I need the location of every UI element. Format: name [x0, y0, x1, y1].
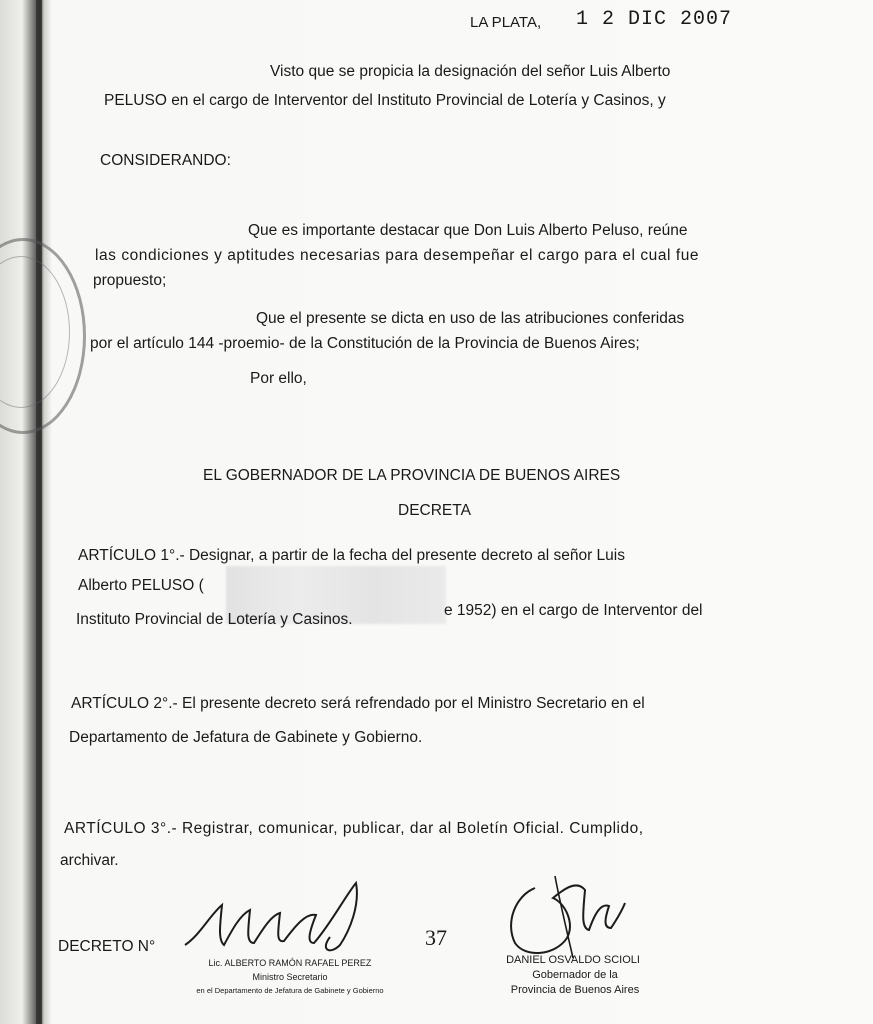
considerando-p2-line-2: por el artículo 144 -proemio- de la Constitución de la Provincia de Buenos Aires;	[90, 335, 640, 352]
considerando-heading: CONSIDERANDO:	[100, 152, 231, 169]
considerando-p1-line-1: Que es importante destacar que Don Luis Alberto Peluso, reúne	[248, 222, 688, 239]
left-signer-title: Ministro Secretario	[252, 972, 328, 982]
decreto-number-label: DECRETO N°	[58, 938, 156, 955]
date-stamp: 1 2 DIC 2007	[576, 8, 733, 31]
por-ello: Por ello,	[250, 370, 307, 387]
article-1-line-2-left: Alberto PELUSO (	[78, 577, 204, 594]
binding-edge	[36, 0, 42, 1024]
right-signer-name: DANIEL OSVALDO SCIOLI	[506, 954, 640, 966]
minister-signature	[180, 875, 380, 960]
article-1-line-3: Instituto Provincial de Lotería y Casinos.	[76, 611, 353, 628]
article-2-line-2: Departamento de Jefatura de Gabinete y Gobierno.	[69, 729, 423, 746]
right-signer-title: Gobernador de la	[532, 969, 618, 981]
left-signer-dept: en el Departamento de Jefatura de Gabinete y Gobierno	[196, 986, 384, 995]
governor-signature	[495, 868, 635, 968]
considerando-p1-line-3: propuesto;	[93, 272, 167, 289]
article-3-line-1: ARTÍCULO 3°.- Registrar, comunicar, publicar, dar al Boletín Oficial. Cumplido,	[64, 820, 644, 837]
decreta-heading: DECRETA	[398, 502, 471, 519]
left-signer-name: Lic. ALBERTO RAMÓN RAFAEL PEREZ	[208, 958, 372, 968]
article-1-line-2-right: e 1952) en el cargo de Interventor del	[444, 602, 703, 619]
place-label: LA PLATA,	[470, 14, 542, 31]
article-3-line-2: archivar.	[60, 852, 119, 869]
decreto-number: 37	[425, 925, 447, 950]
considerando-p1-line-2: las condiciones y aptitudes necesarias para desempeñar el cargo para el cual fue	[95, 247, 700, 264]
right-signer-dept: Provincia de Buenos Aires	[510, 984, 640, 996]
article-1-line-1: ARTÍCULO 1°.- Designar, a partir de la fecha del presente decreto al señor Luis	[78, 547, 625, 564]
considerando-p2-line-1: Que el presente se dicta en uso de las atribuciones conferidas	[256, 310, 685, 327]
decree-heading: EL GOBERNADOR DE LA PROVINCIA DE BUENOS AIRES	[203, 467, 621, 484]
article-2-line-1: ARTÍCULO 2°.- El presente decreto será refrendado por el Ministro Secretario en el	[71, 695, 645, 712]
preamble-line-2: PELUSO en el cargo de Interventor del Instituto Provincial de Lotería y Casinos, y	[104, 92, 666, 109]
preamble-line-1: Visto que se propicia la designación del señor Luis Alberto	[270, 63, 671, 80]
